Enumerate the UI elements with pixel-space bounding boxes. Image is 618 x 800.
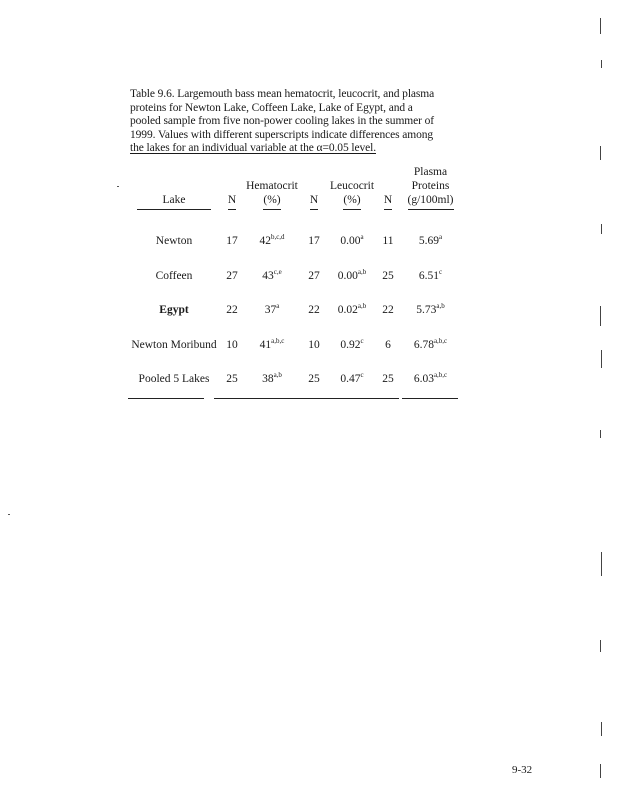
page-number: 9-32: [512, 764, 533, 776]
cell-hematocrit: 43$^{c,e}$: [262, 267, 282, 282]
cell-n: 25: [382, 269, 394, 282]
scan-mark: [601, 552, 602, 576]
cell-n: 17: [308, 235, 320, 248]
table-row: [128, 214, 461, 259]
scan-dot: [8, 514, 10, 515]
scan-mark: [601, 350, 602, 368]
caption-line: proteins for Newton Lake, Coffeen Lake, Lake of Egypt, and a: [130, 101, 413, 114]
header-hematocrit: [244, 165, 300, 214]
header-proteins-label: Proteins: [411, 180, 450, 192]
table-caption: [130, 88, 465, 156]
scan-mark: [600, 640, 601, 652]
scan-mark: [601, 60, 602, 68]
cell-lake: Pooled 5 Lakes: [138, 373, 210, 386]
cell-leucocrit: 0.47$^c$: [340, 371, 364, 386]
cell-hematocrit: 41$^{a,b,c}$: [259, 336, 285, 351]
cell-hematocrit: 38$^{a,b}$: [262, 371, 282, 386]
cell-leucocrit: 0.92$^c$: [340, 336, 364, 351]
bass-blood-table: [128, 165, 461, 397]
header-plasma-label: Plasma: [413, 166, 448, 178]
cell-n: 22: [382, 304, 394, 317]
header-leucocrit-label: Leucocrit: [329, 180, 375, 192]
table-bottom-rule: [128, 398, 204, 399]
header-lake: Lake: [128, 165, 220, 214]
cell-n: 22: [226, 304, 238, 317]
cell-leucocrit: 0.00$^a$: [340, 233, 364, 248]
table-row: [128, 259, 461, 294]
header-n-hematocrit: N: [220, 165, 244, 214]
cell-plasma: 5.73$^{a,b}$: [416, 302, 445, 317]
scan-mark: [600, 18, 601, 34]
header-leucocrit-unit: (%): [343, 193, 360, 210]
header-leucocrit: [328, 165, 376, 214]
cell-plasma: 6.51$^c$: [418, 267, 443, 282]
scan-dot: [117, 186, 119, 187]
cell-lake: Newton: [155, 235, 193, 248]
cell-n: 22: [308, 304, 320, 317]
scan-mark: [600, 764, 601, 778]
header-n-plasma: N: [376, 165, 400, 214]
cell-n: 25: [226, 373, 238, 386]
caption-line: the lakes for an individual variable at the α=0.05 level.: [130, 142, 376, 155]
table-header-row: [128, 165, 461, 214]
cell-n: 25: [308, 373, 320, 386]
scan-mark: [600, 306, 601, 326]
header-n-leucocrit: N: [300, 165, 328, 214]
cell-plasma: 6.03$^{a,b,c}$: [413, 371, 448, 386]
caption-line: pooled sample from five non-power cooling lakes in the summer of: [130, 115, 435, 128]
scan-mark: [600, 430, 601, 438]
table-row: [128, 293, 461, 328]
table-row: [128, 328, 461, 363]
cell-leucocrit: 0.02$^{a,b}$: [337, 302, 367, 317]
cell-n: 17: [226, 235, 238, 248]
header-plasma-unit: (g/100ml): [408, 193, 454, 210]
cell-hematocrit: 42$^{b,c,d}$: [259, 233, 285, 248]
scan-mark: [600, 146, 601, 160]
cell-n: 27: [226, 269, 238, 282]
table-bottom-rule: [402, 398, 458, 399]
table-bottom-rule: [214, 398, 399, 399]
caption-line: Table 9.6. Largemouth bass mean hematocrit, leucocrit, and plasma: [130, 88, 435, 100]
header-plasma-proteins: [400, 165, 461, 214]
cell-lake: Egypt: [159, 304, 189, 317]
table-row: [128, 362, 461, 397]
scan-mark: [601, 224, 602, 234]
cell-n: 11: [382, 235, 394, 248]
cell-plasma: 5.69$^a$: [418, 233, 443, 248]
header-hematocrit-label: Hematocrit: [246, 180, 298, 192]
header-hematocrit-unit: (%): [263, 193, 280, 210]
cell-n: 10: [226, 338, 238, 351]
cell-n: 27: [308, 269, 320, 282]
cell-lake: Newton Moribund: [131, 338, 217, 351]
cell-leucocrit: 0.00$^{a,b}$: [337, 267, 367, 282]
cell-n: 10: [308, 338, 320, 351]
cell-n: 6: [385, 338, 391, 351]
caption-line: 1999. Values with different superscripts indicate differences among: [130, 128, 434, 141]
cell-hematocrit: 37$^a$: [264, 302, 280, 317]
cell-plasma: 6.78$^{a,b,c}$: [413, 336, 448, 351]
cell-lake: Coffeen: [155, 269, 193, 282]
scan-mark: [601, 722, 602, 736]
cell-n: 25: [382, 373, 394, 386]
